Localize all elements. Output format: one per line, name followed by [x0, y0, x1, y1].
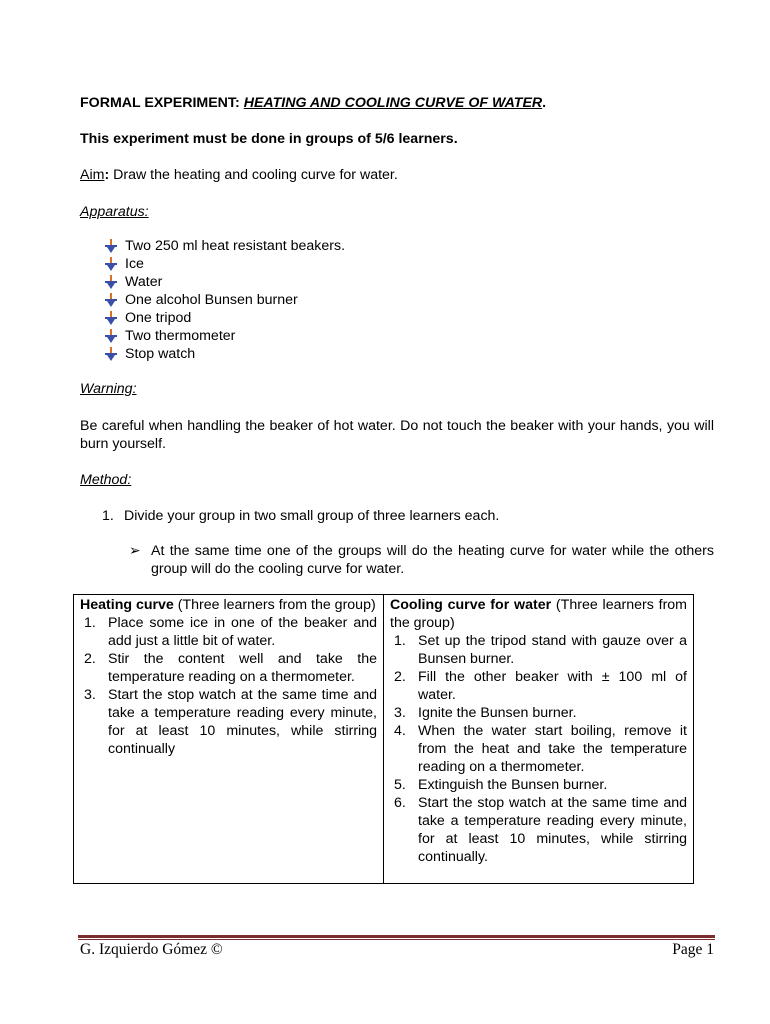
aim-line: [80, 166, 398, 184]
step-text: Ignite the Bunsen burner.: [418, 705, 577, 721]
list-item: [104, 291, 345, 309]
list-item-text: Two thermometer: [125, 328, 236, 344]
groups-note: This experiment must be done in groups of 5/6 learners.: [80, 131, 458, 147]
method-substep-text: At the same time one of the groups will do the heating curve for water while the others group will do the cooling curve for water.: [151, 543, 714, 577]
list-item: [390, 794, 687, 866]
step-text: Start the stop watch at the same time and take a temperature reading every minute, for at least 10 minutes, while stirring continually: [108, 687, 377, 757]
method-substep: [129, 542, 714, 578]
list-item: [80, 650, 377, 686]
down-arrow-bullet-icon: [104, 239, 118, 253]
method-step-text: Divide your group in two small group of three learners each.: [124, 508, 500, 524]
method-heading: Method:: [80, 472, 132, 488]
step-number: 2.: [84, 651, 96, 667]
list-item: [104, 255, 345, 273]
step-number: 4.: [394, 723, 406, 739]
cooling-curve-note: (Three learners from the group): [390, 597, 688, 631]
warning-heading: Warning:: [80, 381, 137, 397]
list-item: [80, 686, 377, 758]
heating-curve-title: Heating curve: [80, 597, 174, 613]
footer-author: G. Izquierdo Gómez ©: [80, 941, 223, 958]
apparatus-heading: Apparatus:: [80, 204, 149, 220]
arrowhead-bullet-icon: ➢: [129, 543, 141, 559]
heating-curve-header: [80, 596, 377, 614]
list-item: [390, 632, 687, 668]
list-item: [390, 776, 687, 794]
down-arrow-bullet-icon: [104, 257, 118, 271]
warning-text: Be careful when handling the beaker of hot water. Do not touch the beaker with your hands, you will burn yourself.: [80, 418, 714, 452]
list-item: [104, 327, 345, 345]
cooling-curve-cell: [384, 595, 694, 884]
cooling-steps: [390, 632, 687, 866]
down-arrow-bullet-icon: [104, 311, 118, 325]
footer-rule-thin: [78, 939, 715, 940]
step-number: 2.: [394, 669, 406, 685]
list-item: [390, 722, 687, 776]
footer-rule: [78, 935, 715, 938]
step-number: 3.: [394, 705, 406, 721]
down-arrow-bullet-icon: [104, 329, 118, 343]
list-item: [390, 668, 687, 704]
heating-steps: [80, 614, 377, 758]
step-number: 5.: [394, 777, 406, 793]
step-text: Extinguish the Bunsen burner.: [418, 777, 608, 793]
step-text: When the water start boiling, remove it from the heat and take the temperature reading on a thermometer.: [418, 723, 687, 775]
step-text: Start the stop watch at the same time and take a temperature reading every minute, for at least 10 minutes, while stirring continually.: [418, 795, 687, 865]
aim-label: Aim: [80, 167, 105, 183]
step-number: 1.: [394, 633, 406, 649]
list-item-text: Two 250 ml heat resistant beakers.: [125, 238, 346, 254]
title-emphasis: HEATING AND COOLING CURVE OF WATER: [243, 95, 543, 111]
heating-curve-cell: [74, 595, 384, 884]
cooling-curve-header: [390, 596, 687, 632]
step-text: Fill the other beaker with ± 100 ml of water.: [418, 669, 687, 703]
step-text: Place some ice in one of the beaker and add just a little bit of water.: [108, 615, 377, 649]
list-item: [104, 273, 345, 291]
aim-colon: :: [104, 167, 110, 183]
list-item-text: Ice: [125, 256, 144, 272]
list-item: [104, 237, 345, 255]
step-number: 3.: [84, 687, 96, 703]
page-title: [80, 94, 546, 112]
list-item-text: Stop watch: [125, 346, 196, 362]
list-item-text: Water: [125, 274, 163, 290]
down-arrow-bullet-icon: [104, 293, 118, 307]
title-prefix: FORMAL EXPERIMENT:: [80, 95, 244, 111]
list-item: [80, 614, 377, 650]
procedure-table: [73, 594, 694, 884]
list-item: [104, 309, 345, 327]
step-text: Stir the content well and take the temperature reading on a thermometer.: [108, 651, 377, 685]
title-suffix: .: [542, 95, 547, 111]
footer-page-number: Page 1: [672, 941, 714, 958]
list-item-text: One alcohol Bunsen burner: [125, 292, 298, 308]
method-step-number: 1.: [102, 508, 114, 524]
down-arrow-bullet-icon: [104, 347, 118, 361]
apparatus-list: [104, 237, 345, 363]
step-text: Set up the tripod stand with gauze over a Bunsen burner.: [418, 633, 687, 667]
list-item: [390, 704, 687, 722]
aim-text: Draw the heating and cooling curve for water.: [109, 167, 398, 183]
method-step: [102, 507, 499, 525]
down-arrow-bullet-icon: [104, 275, 118, 289]
list-item: [104, 345, 345, 363]
heating-curve-note: (Three learners from the group): [173, 597, 376, 613]
list-item-text: One tripod: [125, 310, 192, 326]
step-number: 6.: [394, 795, 406, 811]
step-number: 1.: [84, 615, 96, 631]
cooling-curve-title: Cooling curve for water: [390, 597, 552, 613]
table-row: [74, 595, 694, 884]
